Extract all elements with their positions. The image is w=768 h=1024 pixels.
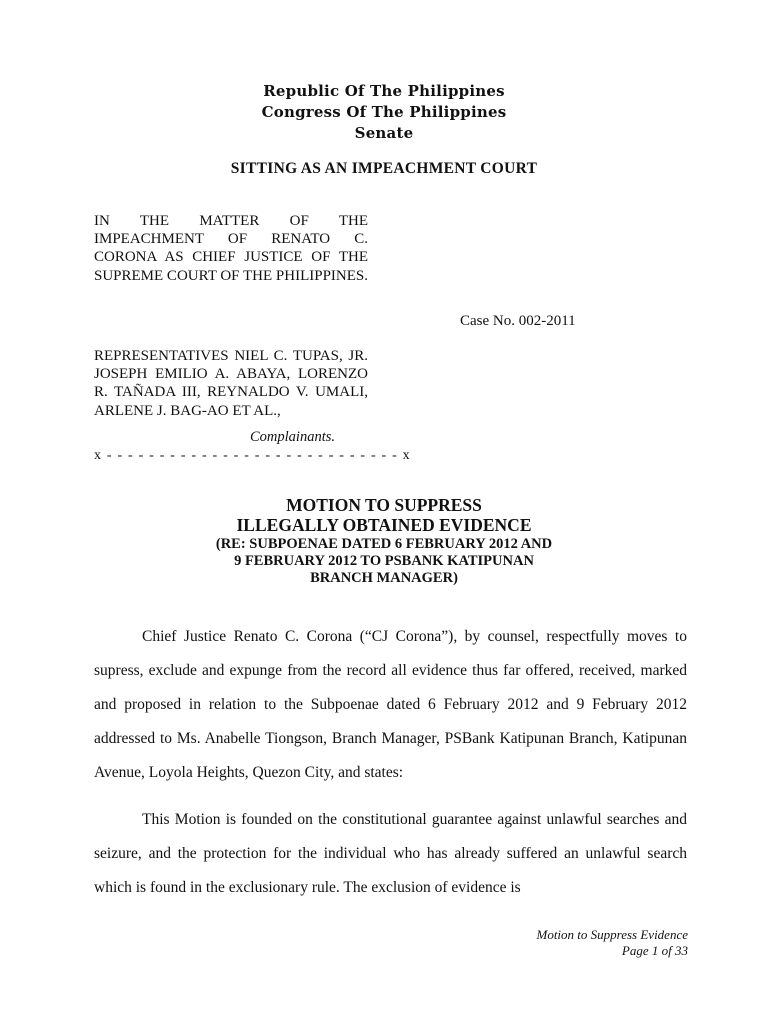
court-title: SITTING AS AN IMPEACHMENT COURT (230, 160, 538, 177)
motion-title-line2: ILLEGALLY OBTAINED EVIDENCE (236, 515, 532, 535)
footer-title: Motion to Suppress Evidence (536, 927, 688, 942)
caption-separator: x - - - - - - - - - - - - - - - - - - - - - - - - - - - - x (94, 448, 411, 463)
header-senate: Senate (354, 124, 414, 142)
case-number: Case No. 002-2011 (460, 313, 576, 329)
motion-subtitle-line1: (RE: SUBPOENAE DATED 6 FEBRUARY 2012 AND (215, 536, 553, 552)
motion-subtitle-line2: 9 FEBRUARY 2012 TO PSBANK KATIPUNAN (234, 553, 534, 569)
header-republic: Republic Of The Philippines (263, 82, 505, 100)
header-congress: Congress Of The Philippines (261, 103, 507, 121)
matter-caption: IN THE MATTER OF THE IMPEACHMENT OF RENATO C. CORONA AS CHIEF JUSTICE OF THE SUPREME COURT OF THE PHILIPPINES. (94, 213, 369, 284)
body-paragraph: This Motion is founded on the constitutional guarantee against unlawful searches and seizure, and the protection for the individual who has already suffered an unlawful search which is found in the exclusionary rule. The exclusion of evidence is (94, 811, 687, 896)
motion-subtitle-line3: BRANCH MANAGER) (310, 570, 458, 586)
motion-title-line1: MOTION TO SUPPRESS (286, 495, 482, 515)
complainants-label: Complainants. (250, 429, 335, 445)
page-number: Page 1 of 33 (621, 943, 688, 958)
body-paragraph: Chief Justice Renato C. Corona (“CJ Corona”), by counsel, respectfully moves to supress, exclude and expunge from the record all evidence thus far offered, received, marked and proposed in relation to the Subpoenae dated 6 February 2012 and 9 February 2012 addressed to Ms. Anabelle Tiongson, Branch Manager, PSBank Katipunan Branch, Katipunan Avenue, Loyola Heights, Quezon City, and states: (94, 628, 687, 781)
complainant-parties: REPRESENTATIVES NIEL C. TUPAS, JR. JOSEPH EMILIO A. ABAYA, LORENZO R. TAÑADA III, REYNALDO V. UMALI, ARLENE J. BAG-AO ET AL., (94, 348, 368, 419)
